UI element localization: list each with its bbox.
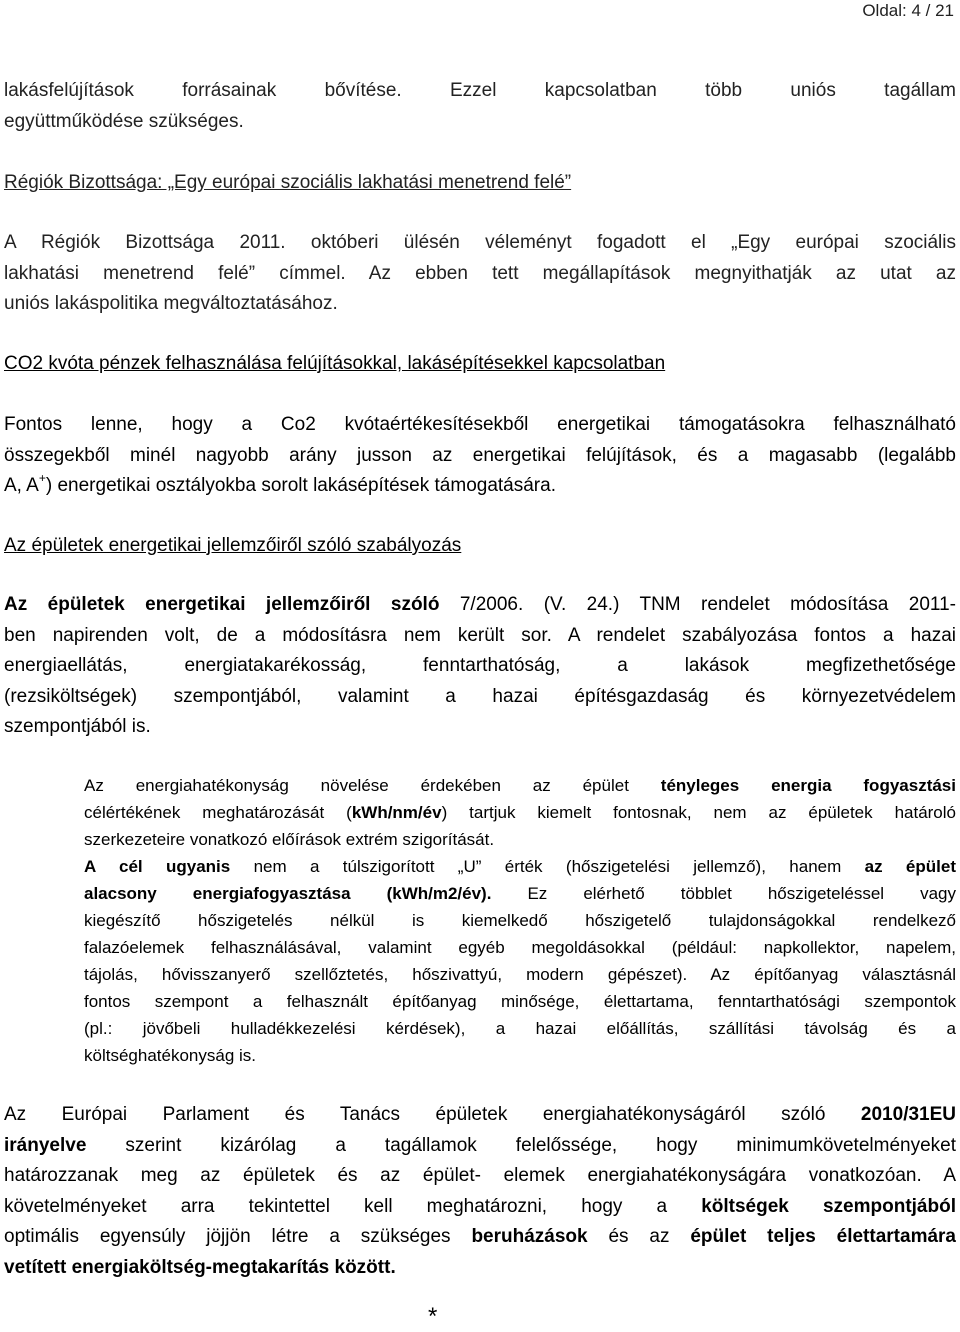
heading-co2-quota: [4, 349, 956, 380]
section-heading: Az épületek energetikai jellemzőiről szóló szabályozás: [4, 535, 462, 556]
text-run: célértékének meghatározását (: [84, 803, 352, 822]
text-run-bold: épület teljes élettartamára: [690, 1226, 956, 1247]
text-line: [84, 799, 956, 826]
heading-energy-regulation: [4, 531, 956, 562]
text-line: tájolás, hővisszanyerő szellőztetés, hőszivattyú, modern gépészet). Az építőanyag választásnál: [84, 965, 956, 984]
text-line: [84, 880, 956, 907]
text-line: (pl.: jövőbeli hulladékkezelési kérdések), a hazai előállítás, szállítási távolság és a: [84, 1019, 956, 1038]
text-run-bold: tényleges energia fogyasztási: [660, 776, 956, 795]
text-line: szerkezeteire vonatkozó előírások extrém szigorítását.: [84, 830, 495, 849]
text-run-bold: az épület: [864, 857, 956, 876]
text-line: ben napirenden volt, de a módosításra nem került sor. A rendelet szabályozása fontos a hazai: [4, 624, 956, 646]
text-line: A Régiók Bizottsága 2011. októberi ülésén véleményt fogadott el „Egy európai szociális: [4, 232, 956, 253]
text-run-bold: alacsony energiafogyasztása (kWh/m2/év).: [84, 884, 492, 903]
text-run: optimális egyensúly jöjjön létre a szükséges: [4, 1226, 472, 1247]
text-line: (rezsiköltségek) szempontjából, valamint a hazai építésgazdaság és környezetvédelem: [4, 685, 956, 707]
paragraph-regions-committee: [4, 228, 956, 320]
text-run: és az: [587, 1226, 691, 1247]
text-line: [84, 853, 956, 880]
text-line: [4, 1222, 956, 1253]
text-line: falazóelemek felhasználásával, valamint egyéb megoldásokkal (például: napkollektor, napelem,: [84, 938, 956, 957]
text-run-bold: irányelve: [4, 1134, 87, 1156]
text-run-bold: beruházások: [471, 1226, 588, 1247]
paragraph-energy-efficiency: [84, 772, 956, 1069]
text-run: követelményeket arra tekintettel kell meghatározni, hogy a: [4, 1195, 702, 1217]
section-heading: CO2 kvóta pénzek felhasználása felújításokkal, lakásépítésekkel kapcsolatban: [4, 353, 666, 374]
text-run: Az Európai Parlament és Tanács épületek energiahatékonyságáról szóló: [4, 1104, 861, 1125]
page-number: Oldal: 4 / 21: [862, 1, 954, 20]
text-run: A, A: [4, 475, 39, 496]
paragraph-eu-directive: [4, 1100, 956, 1283]
text-line: uniós lakáspolitika megváltoztatásához.: [4, 293, 338, 314]
text-run: ) tartjuk kiemelt fontosnak, nem az épületek határoló: [441, 803, 956, 822]
paragraph-co2-quota: [4, 410, 956, 502]
text-run: nem a túlszigorított „U” érték (hőszigetelési jellemző), hanem: [230, 857, 865, 876]
paragraph-energy-regulation: [4, 590, 956, 743]
text-line: lakásfelújítások forrásainak bővítése. Ezzel kapcsolatban több uniós tagállam: [4, 80, 956, 101]
text-run-bold: 2010/31EU: [860, 1104, 956, 1125]
text-run-bold: kWh/nm/év: [351, 803, 442, 822]
text-run-bold: A cél ugyanis: [84, 857, 231, 876]
text-run: 7/2006. (V. 24.) TNM rendelet módosítása 2011-: [439, 594, 956, 615]
text-line: együttműködése szükséges.: [4, 110, 244, 132]
text-line: energiaellátás, energiatakarékosság, fenntarthatóság, a lakások megfizethetősége: [4, 655, 956, 676]
text-line: [4, 590, 956, 621]
section-heading: Régiók Bizottsága: „Egy európai szociális lakhatási menetrend felé”: [4, 172, 572, 193]
text-line: kiegészítő hőszigetelés nélkül is kiemelkedő hőszigetelő tulajdonságokkal rendelkező: [84, 911, 956, 930]
text-line: határozzanak meg az épületek és az épület- elemek energiahatékonyságára vonatkozóan. A: [4, 1165, 956, 1186]
text-line: [84, 772, 956, 799]
text-line: [4, 1100, 956, 1131]
text-line: vetített energiaköltség-megtakarítás között.: [4, 1256, 396, 1278]
text-line: költséghatékonyság is.: [84, 1046, 256, 1065]
text-run-bold: költségek szempontjából: [701, 1195, 956, 1217]
text-line: fontos szempont a felhasznált építőanyag minősége, élettartama, fenntarthatósági szempontok: [84, 992, 956, 1011]
text-run: ) energetikai osztályokba sorolt lakásépítések támogatására.: [45, 475, 556, 496]
text-run: Az energiahatékonyság növelése érdekében az épület: [84, 776, 661, 795]
text-line: [4, 1192, 956, 1223]
text-run: szerint kizárólag a tagállamok felelőssége, hogy minimumkövetelményeket: [86, 1134, 956, 1156]
text-line: Fontos lenne, hogy a Co2 kvótaértékesítésekből energetikai támogatásokra felhasználható: [4, 414, 956, 435]
text-line: [4, 471, 956, 502]
text-run: Ez elérhető többlet hőszigeteléssel vagy: [491, 884, 956, 903]
heading-regions-committee: [4, 168, 956, 199]
footer-asterisk: *: [428, 1303, 438, 1330]
paragraph-intro: [4, 76, 956, 137]
text-line: szempontjából is.: [4, 716, 151, 737]
text-run-bold: Az épületek energetikai jellemzőiről szóló: [4, 594, 440, 615]
text-line: [4, 1131, 956, 1162]
text-line: lakhatási menetrend felé” címmel. Az ebben tett megállapítások megnyithatják az utat az: [4, 262, 956, 284]
text-line: összegekből minél nagyobb arány jusson az energetikai felújítások, és a magasabb (legalább: [4, 444, 956, 466]
superscript-plus: +: [38, 471, 46, 485]
